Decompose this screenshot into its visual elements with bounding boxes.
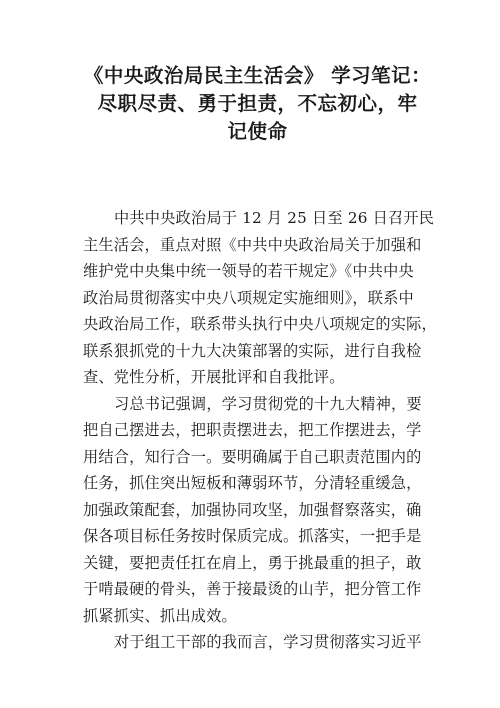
paragraph-line: 任务，抓住突出短板和薄弱环节，分清轻重缓急， [83,474,422,492]
title-line: 记使命 [227,120,288,143]
paragraph-line: 加强政策配套，加强协同攻坚，加强督察落实，确 [83,500,422,519]
paragraph-line: 政治局贯彻落实中央八项规定实施细则》，联系中 [83,288,414,307]
paragraph-line: 对于组工干部的我而言，学习贯彻落实习近平 [114,633,422,651]
paragraph-line: 把自己摆进去，把职责摆进去，把工作摆进去，学 [83,421,422,439]
title-line: 《中央政治局民主生活会》 学习笔记： [83,64,432,87]
paragraph-line: 于啃最硬的骨头，善于接最烫的山芋，把分管工作 [83,580,422,598]
paragraph-line: 保各项目标任务按时保质完成。抓落实，一把手是 [83,527,422,545]
paragraph-line: 主生活会，重点对照《中共中央政治局关于加强和 [83,235,422,254]
document-body [83,205,437,656]
paragraph-line: 关键，要把责任扛在肩上，勇于挑最重的担子，敢 [83,553,422,572]
paragraph-line: 央政治局工作，联系带头执行中央八项规定的实际， [83,315,437,333]
paragraph-line: 中共中央政治局于 12 月 25 日至 26 日召开民 [114,209,435,227]
title-line: 尽职尽责、勇于担责，不忘初心，牢 [97,92,418,115]
paragraph-line: 维护党中央集中统一领导的若干规定》《中共中央 [83,262,414,280]
paragraph-line: 习总书记强调，学习贯彻党的十九大精神，要 [114,394,422,413]
paragraph-line: 抓紧抓实、抓出成效。 [83,606,237,625]
paragraph-line: 用结合，知行合一。要明确属于自己职责范围内的 [83,447,422,466]
document-title [70,62,445,146]
paragraph-line: 查、党性分析，开展批评和自我批评。 [83,368,345,386]
paragraph-line: 联系狠抓党的十九大决策部署的实际，进行自我检 [83,341,422,360]
